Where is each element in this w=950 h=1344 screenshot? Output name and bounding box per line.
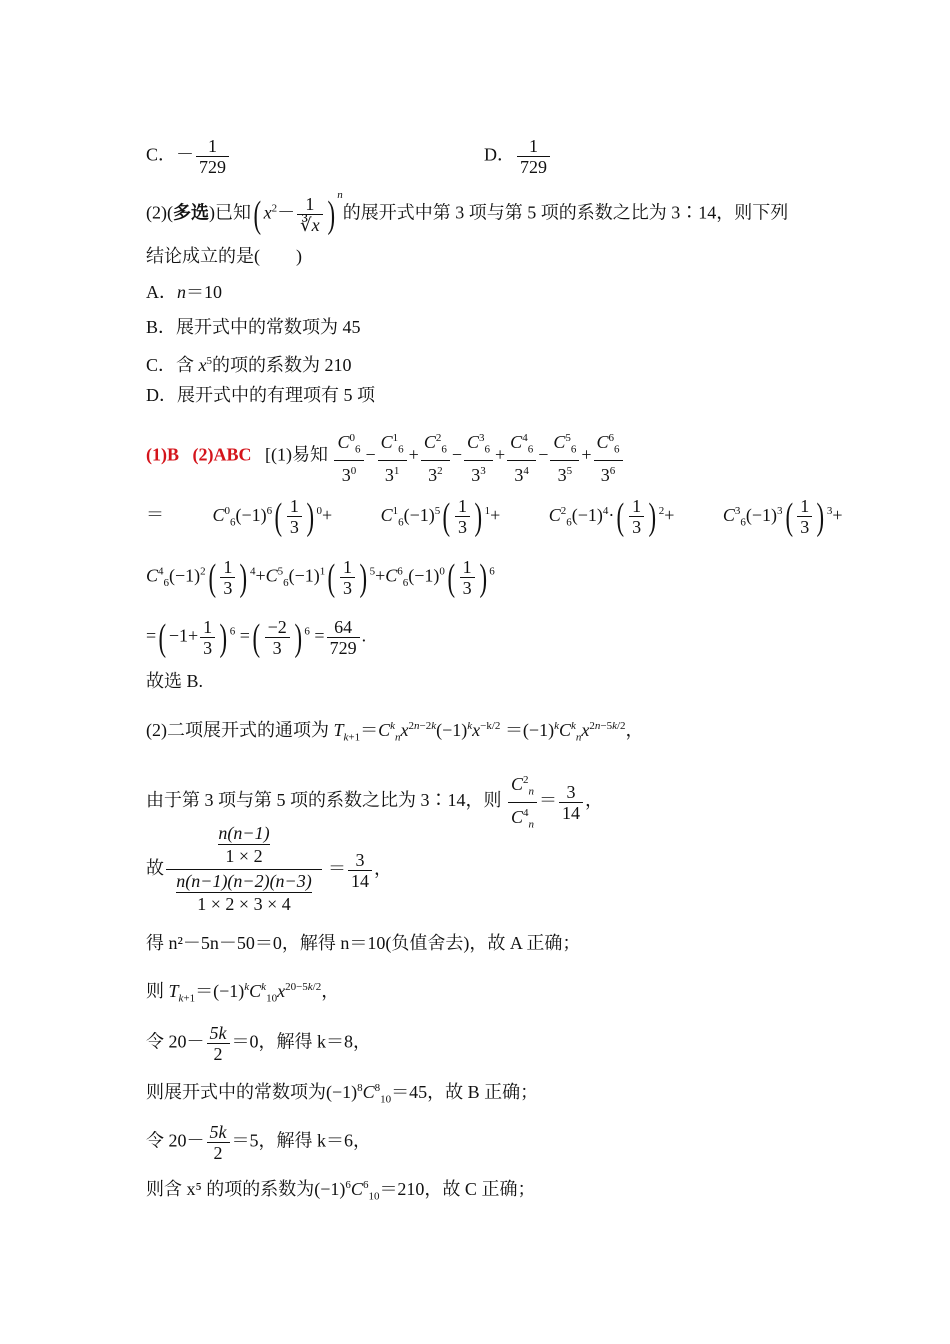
q2-line2: 结论成立的是( ) [146, 246, 302, 266]
result-fraction [327, 617, 360, 658]
q2-option-c [146, 349, 352, 377]
ratio-rhs [559, 782, 583, 823]
option-c-label: C． [146, 144, 177, 165]
gu-line [146, 856, 164, 880]
ling2-pre: 令 20－ [146, 1130, 205, 1151]
ratio-rhs-den: 14 [562, 802, 581, 823]
option-d [484, 136, 552, 177]
ling2-frac-den: 2 [213, 1143, 223, 1163]
gu-label: 故 [146, 858, 164, 878]
t-formula-line: 则 $T_{k+1}=(-1)^kC^k_{10}x^{20-5k/2}$， [146, 981, 340, 1005]
ling2-post: ＝5，解得 k＝6， [231, 1130, 371, 1151]
term-3: $\frac{C^3_6}{3^3}$ [464, 428, 493, 485]
q2-option-c-post: 的项的系数为 210 [212, 355, 352, 375]
q2-option-c-var: x [198, 355, 207, 375]
q2-pow: 2 [271, 202, 278, 215]
option-d-label: D． [484, 144, 515, 165]
ratio-line: 由于第 3 项与第 5 项的系数之比为 3∶14，则 $\frac{C^2_n}{C^4_n}$ ＝ $\frac{3}{14}$ ， [146, 770, 603, 834]
q2-option-c-pow: 5 [206, 355, 213, 367]
then-t: 则 [146, 981, 164, 1001]
compound-rhs: ＝ $\frac{3}{14}$ ， [328, 850, 392, 891]
term-2: $\frac{C^2_6}{3^2}$ [421, 428, 450, 485]
ling-line-1 [146, 1023, 371, 1064]
answer-1: (1)B [146, 444, 179, 465]
q2-option-a-var: n [177, 282, 186, 302]
solution-1-intro: [(1)易知 [265, 444, 328, 465]
q2-prefix: (2)( [146, 202, 173, 223]
ling1-frac [207, 1023, 230, 1064]
ratio-lhs: $\frac{C^2_n}{C^4_n}$ [508, 770, 537, 834]
ling1-post: ＝0，解得 k＝8， [231, 1031, 371, 1052]
ling-line-2 [146, 1122, 371, 1163]
q2-exp-n: n [337, 188, 343, 201]
ling2-frac [207, 1122, 230, 1163]
q2-after-tag: )已知 [208, 202, 251, 223]
result-line: =( −1+ $\frac{1}{3}$ ) $^6$ =( $\frac{-2}{3}$ ) $^6$ = $\frac{64}{729}$ . [146, 616, 367, 659]
option-c-fraction [196, 136, 229, 177]
expansion-line-2: $C^4_6(-1)^2$( $\frac{1}{3}$ ) $^4+C^5_6(-1)^1$( $\frac{1}{3}$ ) $^5+C^6_6(-1)^0$( $\frac{1}{3}$ ) $^6$ [146, 556, 495, 599]
top-den: 1 × 2 [225, 846, 263, 866]
bot-den: 1 × 2 × 3 × 4 [197, 894, 291, 914]
const-pre: 则展开式中的常数项为 [146, 1082, 326, 1102]
ling2-frac-num: 5k [207, 1122, 230, 1143]
q2-option-a-val: ＝10 [186, 282, 222, 302]
expansion-line-1: ＝ $C^0_6(-1)^6$( $\frac{1}{3}$ ) $^0+ C^1_6(-1)^5$( $\frac{1}{3}$ ) $^1+ C^2_6(-1)^4\cdot$( $\frac{1}{3}$ ) $^2+ C^3_6(-1)^3$( $\frac{1}{3}$ ) $^3$+ [146, 495, 843, 538]
term-1: $\frac{C^1_6}{3^1}$ [378, 428, 407, 485]
paren-open: ( [253, 193, 262, 236]
term-4: $\frac{C^4_6}{3^4}$ [507, 428, 536, 485]
ratio-rhs-num: 3 [559, 782, 583, 803]
coef-post: ＝210，故 C 正确； [379, 1179, 536, 1199]
ratio-text: 由于第 3 项与第 5 项的系数之比为 3∶14，则 [146, 790, 502, 811]
sol2-intro-text: (2)二项展开式的通项为 [146, 720, 329, 740]
q2-option-a-label: A． [146, 282, 177, 302]
q2-fraction [297, 194, 322, 235]
term-0: $\frac{C^0_6}{3^0}$ [334, 428, 363, 485]
q2-option-b: B．展开式中的常数项为 45 [146, 317, 361, 337]
q2-tag: 多选 [172, 202, 209, 223]
equation-line: 得 n²－5n－50＝0，解得 n＝10(负值舍去)，故 A 正确； [146, 933, 581, 953]
option-d-fraction [517, 136, 550, 177]
const-post: ＝45，故 B 正确； [391, 1082, 539, 1102]
paren-close: ) [327, 193, 335, 236]
option-c-den: 729 [199, 157, 227, 177]
q2-option-a [146, 280, 222, 304]
solution-2-intro: (2)二项展开式的通项为 $T_{k+1}=C^k_nx^{2n-2k}(-1)^kx^{-k/2} =(-1)^kC^k_nx^{2n-5k/2}$， [146, 720, 644, 744]
question-2-stem [146, 188, 789, 236]
q2-frac-num: 1 [297, 194, 322, 215]
choose-b: 故选 B. [146, 671, 204, 691]
ling1-pre: 令 20－ [146, 1031, 205, 1052]
option-c-num: 1 [196, 136, 229, 157]
answer-2: (2)ABC [192, 444, 252, 465]
option-c [146, 136, 231, 177]
option-c-sign: － [176, 144, 195, 165]
coef-pre: 则含 x⁵ 的项的系数为 [146, 1179, 315, 1199]
result-den: 729 [329, 638, 357, 658]
q2-option-d: D．展开式中的有理项有 5 项 [146, 385, 375, 405]
q2-root-var: x [311, 215, 320, 235]
option-d-num: 1 [517, 136, 550, 157]
bot-num: n(n−1)(n−2)(n−3) [176, 871, 312, 891]
option-d-den: 729 [520, 157, 547, 177]
ling1-frac-num: 5k [207, 1023, 230, 1044]
answer-line: (1)B (2)ABC [(1)易知 $\frac{C^0_6}{3^0}$ − $\frac{C^1_6}{3^1}$ + $\frac{C^2_6}{3^2}$ − $\frac{C^3_6}{3^3}$ + $\frac{C^4_6}{3^4}$ − $\frac{C^5_6}{3^5}$ + $\frac{C^6_6}{3^6}$ [146, 428, 625, 485]
ling1-frac-den: 2 [213, 1044, 223, 1064]
const-line: 则展开式中的常数项为$(-1)^8C^8_{10}=45$，故 B 正确； [146, 1082, 539, 1106]
q2-frac-den: ∛x [300, 215, 320, 235]
q2-rest: 的展开式中第 3 项与第 5 项的系数之比为 3∶14，则下列 [342, 202, 789, 223]
coef-line: 则含 x⁵ 的项的系数为$(-1)^6C^6_{10}=210$，故 C 正确； [146, 1179, 536, 1203]
compound-fraction [166, 822, 322, 915]
q2-x: x [263, 202, 272, 223]
q2-minus: － [277, 202, 296, 223]
eq-sign: ＝ [146, 504, 164, 525]
top-num: n(n−1) [218, 823, 270, 843]
term-6: $\frac{C^6_6}{3^6}$ [594, 428, 623, 485]
term-5: $\frac{C^5_6}{3^5}$ [550, 428, 579, 485]
result-num: 64 [327, 617, 360, 638]
q2-option-c-pre: C．含 [146, 355, 199, 375]
